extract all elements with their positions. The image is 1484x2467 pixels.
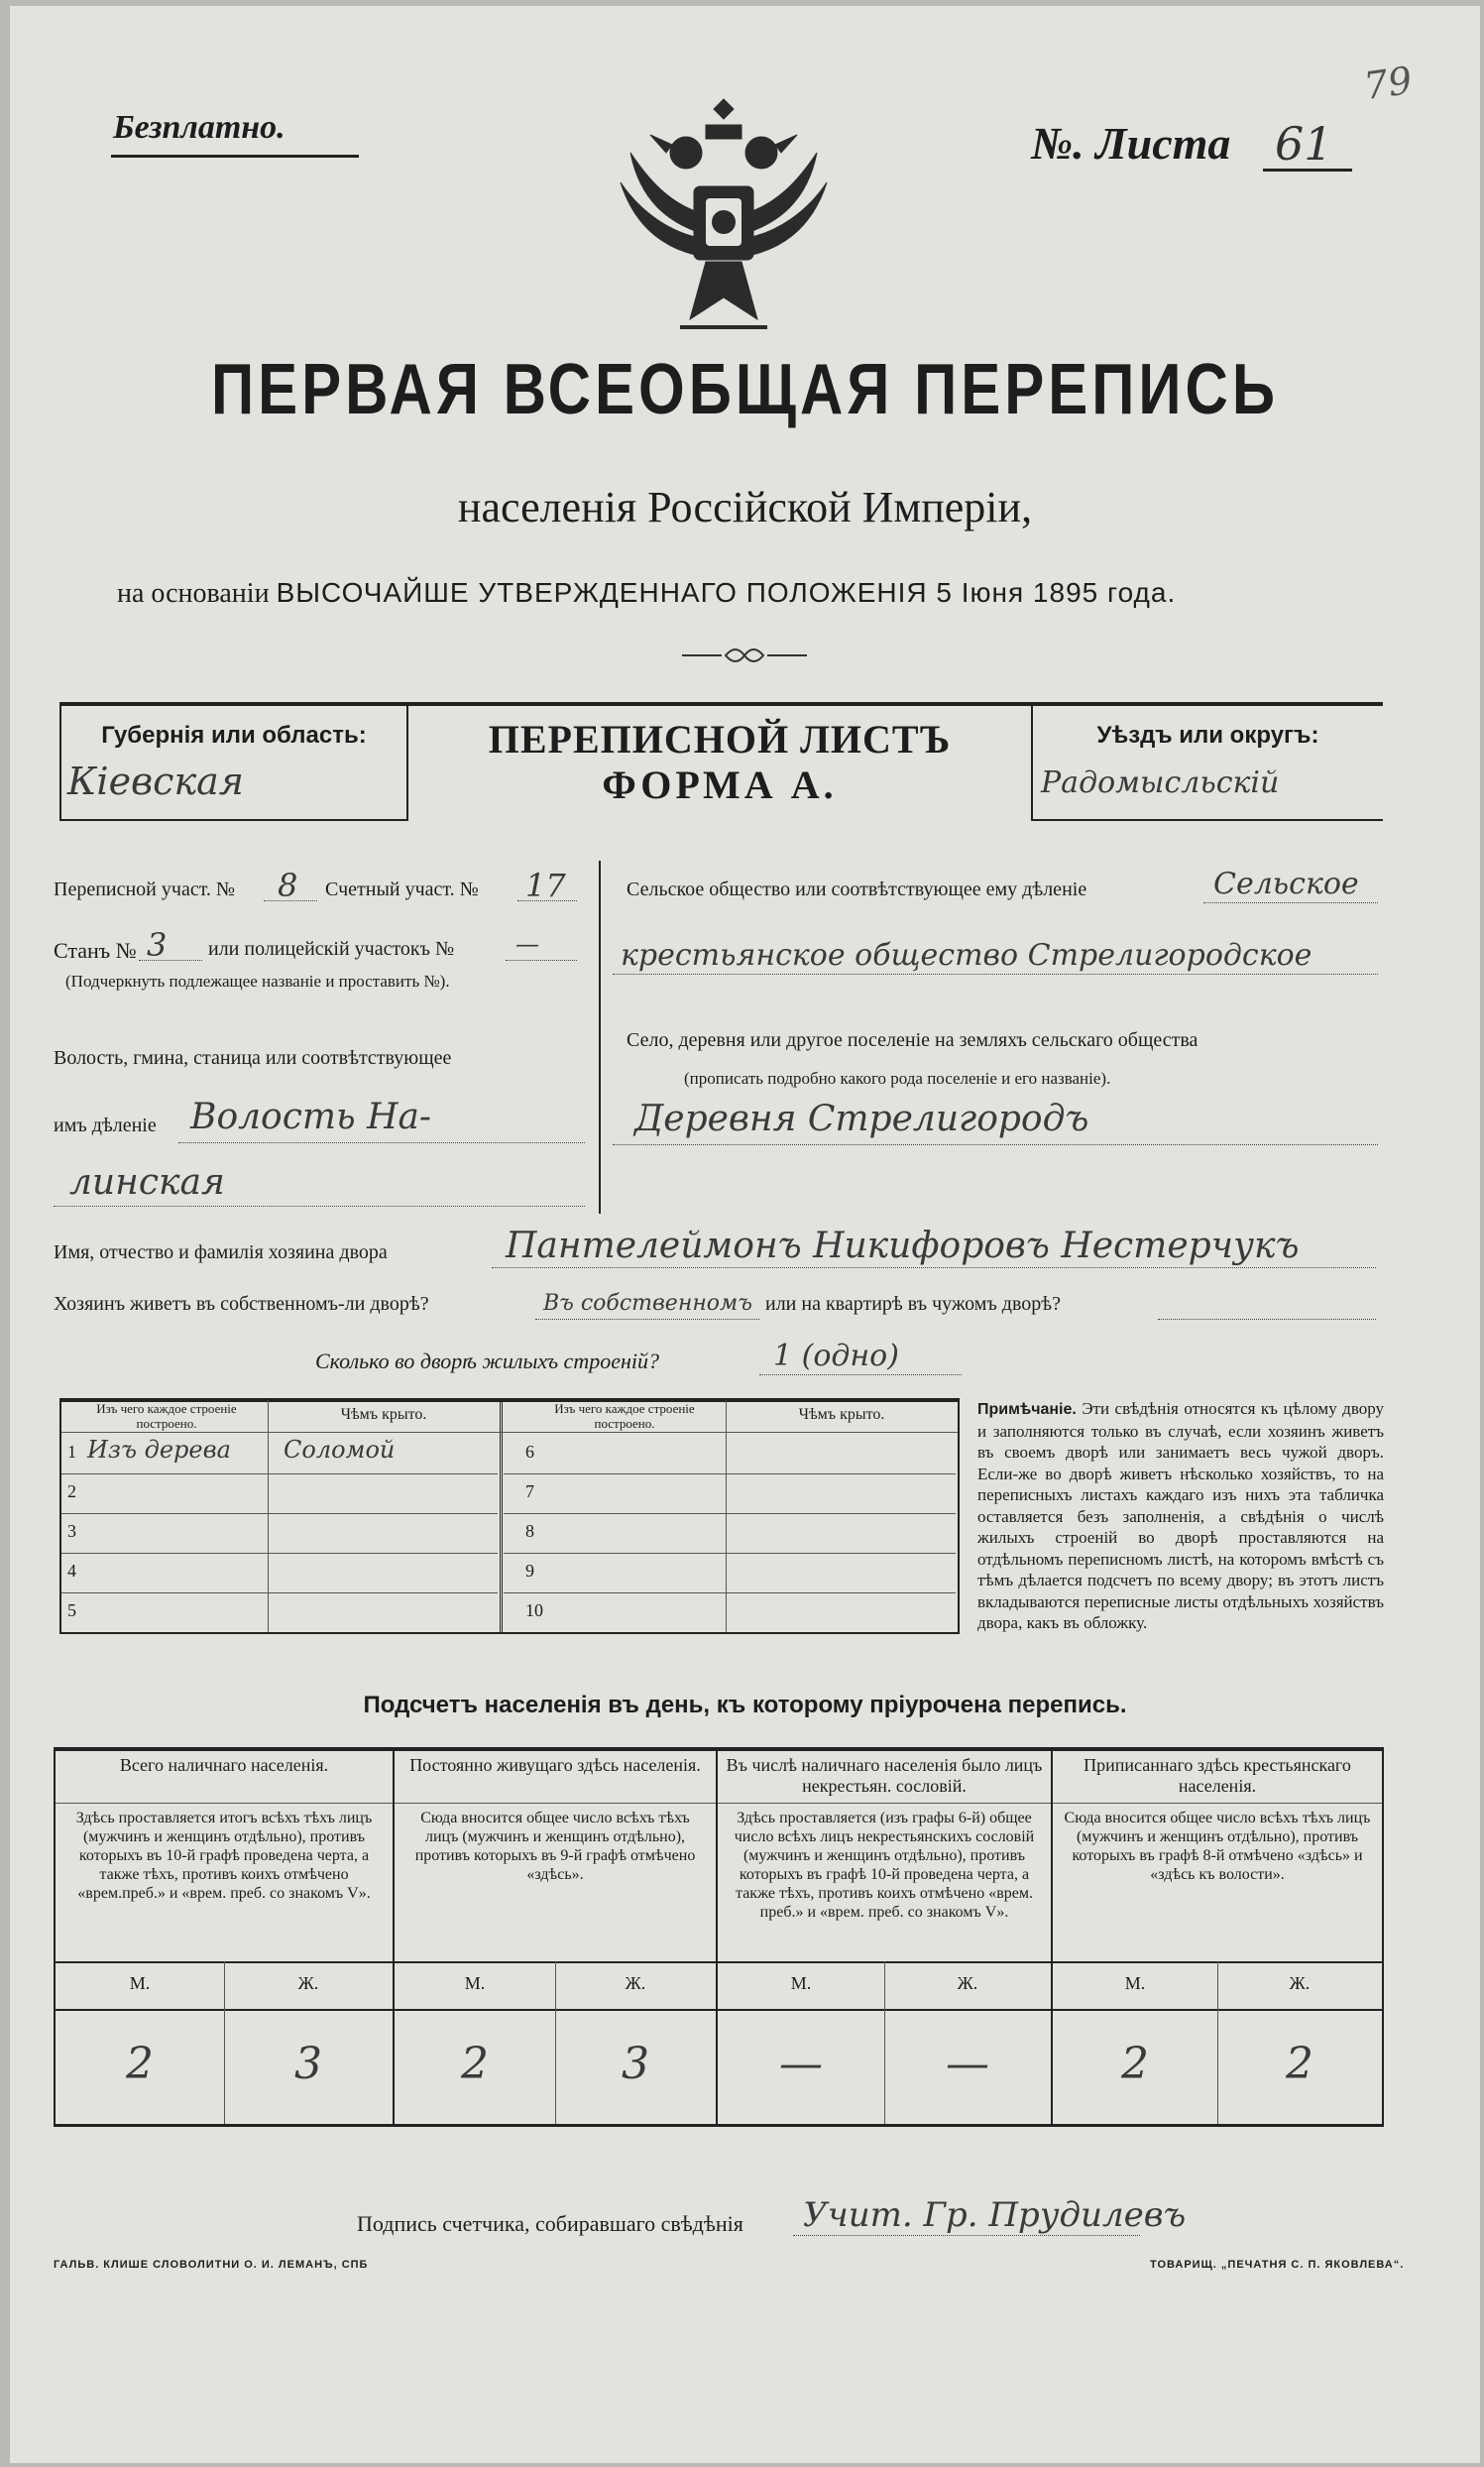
lives-label: Хозяинъ живетъ въ собственномъ-ли дворѣ? — [54, 1293, 429, 1315]
bt-col1 — [268, 1400, 269, 1632]
st-m-value: — — [779, 2039, 823, 2089]
bt-row-number: 10 — [525, 1600, 543, 1620]
signature-label: Подпись счетчика, собиравшаго свѣдѣнія — [357, 2211, 743, 2236]
society-line-1 — [1203, 902, 1378, 903]
st-f-value: 3 — [294, 2039, 322, 2089]
gubernia-value: Кіевская — [67, 760, 244, 803]
bt-col3 — [726, 1400, 727, 1632]
st-mf-rule — [56, 2009, 1382, 2011]
ornament-divider — [680, 641, 809, 670]
sheet-number-label: №. Листа — [1031, 118, 1231, 169]
village-label: Село, деревня или другое поселеніе на земляхъ сельскаго общества — [627, 1029, 1199, 1051]
village-note: (прописать подробно какого рода поселеніе и его названіе). — [684, 1069, 1111, 1088]
bt-row-rule — [504, 1473, 956, 1474]
st-m-label: М. — [1124, 1973, 1146, 1993]
sheet-number-underline — [1263, 169, 1352, 172]
print-left: ГАЛЬВ. КЛИШЕ СЛОВОЛИТНИ О. И. ЛЕМАНЪ, СПБ — [54, 2259, 369, 2271]
basis-line — [117, 577, 1176, 610]
bt-row-rule — [61, 1592, 498, 1593]
st-f-label: Ж. — [957, 1973, 978, 1993]
bt-row-number: 8 — [525, 1521, 534, 1541]
volost-label-2: имъ дѣленіе — [54, 1115, 157, 1136]
st-m-value: 2 — [1121, 2039, 1149, 2089]
st-col-header: Постоянно живущаго здѣсь населенія. — [409, 1755, 701, 1775]
owner-name-label: Имя, отчество и фамилія хозяина двора — [54, 1241, 388, 1263]
volost-value-2: линская — [69, 1162, 225, 1203]
count-value: 1 (одно) — [773, 1339, 899, 1373]
note-title: Примѣчаніе. — [977, 1401, 1077, 1418]
st-header-rule — [56, 1803, 1382, 1804]
volost-line-2 — [54, 1206, 585, 1207]
st-f-label: Ж. — [297, 1973, 319, 1993]
uezd-label: Уѣздъ или округъ: — [1096, 722, 1319, 749]
stan-line — [139, 960, 202, 961]
bt-row-number: 9 — [525, 1561, 534, 1581]
pencil-archive-number: 79 — [1361, 58, 1416, 109]
uchast-label: Переписной участ. № — [54, 879, 236, 900]
bt-row-number: 3 — [67, 1521, 76, 1541]
gubernia-label: Губернія или область: — [101, 722, 367, 749]
st-col-header: Всего наличнаго населенія. — [119, 1755, 329, 1775]
stan-label: Станъ № — [54, 938, 137, 963]
lives-alt-line — [1158, 1319, 1376, 1320]
bt-row-number: 4 — [67, 1561, 76, 1581]
st-f-value: 3 — [622, 2039, 649, 2089]
free-label: Безплатно. — [113, 109, 285, 146]
bt-row-number: 2 — [67, 1481, 76, 1501]
bt-row-material: Изъ дерева — [87, 1436, 231, 1464]
society-label: Сельское общество или соотвѣтствующее ему дѣленіе — [627, 879, 1087, 900]
village-line — [613, 1144, 1378, 1145]
uezd-value: Радомысльскій — [1041, 765, 1280, 800]
bt-row-number: 5 — [67, 1600, 76, 1620]
lives-value: Въ собственномъ — [543, 1291, 752, 1316]
imperial-eagle-emblem — [611, 93, 837, 341]
volost-label-1: Волость, гмина, станица или соотвѣтствующее — [54, 1047, 452, 1069]
st-col-header: Приписаннаго здѣсь крестьянскаго населенія. — [1084, 1755, 1351, 1796]
bt-row-number: 6 — [525, 1442, 534, 1462]
st-m-label: М. — [790, 1973, 812, 1993]
police-label: или полицейскій участокъ № — [208, 938, 455, 960]
st-col-desc: Сюда вносится общее число всѣхъ тѣхъ лицъ (мужчинъ и женщинъ отдѣльно), противъ которыхъ въ 9-й графѣ отмѣчено «здѣсь». — [414, 1810, 696, 1883]
st-bottom — [54, 2124, 1384, 2127]
buildings-note — [977, 1398, 1384, 1634]
underline-note: (Подчеркнуть подлежащее названіе и проставить №). — [65, 972, 450, 991]
band-top-rule — [59, 702, 1383, 706]
bt-header-material-left: Изъ чего каждое строеніе построено. — [96, 1401, 237, 1431]
free-underline — [111, 155, 359, 158]
bt-row-rule — [61, 1553, 498, 1554]
fields-divider — [599, 861, 601, 1214]
st-f-value: 2 — [1286, 2039, 1313, 2089]
print-right: ТОВАРИЩ. „ПЕЧАТНЯ С. П. ЯКОВЛЕВА“. — [1150, 2259, 1405, 2271]
lives-alt: или на квартирѣ въ чужомъ дворѣ? — [765, 1293, 1062, 1315]
basis-prefix: на основаніи — [117, 578, 270, 609]
bt-row-roof: Соломой — [284, 1436, 396, 1464]
st-col-header: Въ числѣ наличнаго населенія было лицъ некрестьян. сословій. — [726, 1755, 1043, 1796]
count-label: Сколько во дворѣ жилыхъ строеній? — [315, 1349, 659, 1373]
bt-right — [958, 1400, 960, 1634]
uchast-line — [264, 900, 317, 901]
owner-name-value: Пантелеймонъ Никифоровъ Нестерчукъ — [506, 1226, 1300, 1266]
st-right — [1382, 1749, 1384, 2126]
basis-text: ВЫСОЧАЙШЕ УТВЕРЖДЕННАГО ПОЛОЖЕНІЯ 5 Іюня 1895 года. — [276, 577, 1177, 608]
owner-name-line — [492, 1267, 1376, 1268]
police-value: — — [515, 930, 539, 958]
schetny-value: 17 — [525, 867, 566, 904]
village-value: Деревня Стрелигородъ — [634, 1099, 1089, 1139]
st-f-label: Ж. — [1289, 1973, 1311, 1993]
bt-row-rule — [61, 1473, 498, 1474]
volost-value-1: Волость На- — [190, 1097, 432, 1137]
st-col-desc: Здѣсь проставляется итогъ всѣхъ тѣхъ лицъ (мужчинъ и женщинъ отдѣльно), противъ которыхъ въ 10-й графѣ проведена черта, а также тѣхъ, противъ коихъ отмѣчено «врем.преб.» и «врем. преб. со знакомъ V». — [75, 1810, 373, 1902]
bt-left — [59, 1400, 61, 1634]
uchast-value: 8 — [278, 867, 298, 904]
form-letter: ФОРМА А. — [602, 763, 838, 807]
census-form-page — [10, 6, 1480, 2463]
lives-line — [535, 1319, 759, 1320]
bt-bottom — [59, 1632, 960, 1634]
sheet-number-value: 61 — [1275, 117, 1333, 171]
bt-header-rule — [61, 1432, 958, 1433]
st-top — [54, 1747, 1384, 1751]
bt-row-rule — [61, 1513, 498, 1514]
bt-header-roof-left: Чѣмъ крыто. — [340, 1406, 427, 1423]
st-col-desc: Здѣсь проставляется (изъ графы 6-й) общее число всѣхъ лицъ некрестьянскихъ сословій (мужчинъ и женщинъ отдѣльно), противъ которыхъ въ графѣ 10-й проведена черта, а также тѣхъ, противъ коихъ отмѣчено «врем. преб.» и «врем. преб. со знакомъ V». — [734, 1810, 1035, 1921]
signature-line — [793, 2235, 1140, 2236]
society-value-2: крестьянское общество Стрелигородское — [621, 938, 1313, 973]
band-left-bottom — [59, 819, 408, 821]
st-m-label: М. — [129, 1973, 151, 1993]
summary-title: Подсчетъ населенія въ день, къ которому пріурочена перепись. — [363, 1692, 1127, 1718]
stan-value: 3 — [147, 926, 168, 964]
st-m-value: 2 — [461, 2039, 489, 2089]
st-desc-rule — [56, 1961, 1382, 1963]
society-line-2 — [613, 974, 1378, 975]
bt-row-number: 1 — [67, 1442, 76, 1462]
note-text: Эти свѣдѣнія относятся къ цѣлому двору и заполняются только въ случаѣ, если хозяинъ живетъ въ своемъ дворѣ или занимаетъ весь чужой дворъ. Если-же во дворѣ живетъ нѣсколько хозяйствъ, то на переписныхъ листахъ каждаго изъ нихъ эта табличка оставляется безъ заполненія, а свѣдѣнія о числѣ жилыхъ строеній во дворѣ проставляются на отдѣльномъ переписномъ листѣ, на которомъ вмѣстѣ съ тѣмъ дѣлается подсчетъ по всему двору; въ этотъ листъ вкладываются переписные листы отдѣльныхъ хозяйствъ двора, какъ въ обложку. — [977, 1399, 1385, 1632]
bt-middle-double — [500, 1400, 503, 1632]
st-f-value: — — [946, 2039, 989, 2089]
census-subtitle: населенія Россійской Имперіи, — [457, 483, 1033, 531]
st-m-value: 2 — [126, 2039, 154, 2089]
census-title: ПЕРВАЯ ВСЕОБЩАЯ ПЕРЕПИСЬ — [211, 349, 1279, 429]
st-m-label: М. — [464, 1973, 486, 1993]
st-f-label: Ж. — [625, 1973, 646, 1993]
form-title: ПЕРЕПИСНОЙ ЛИСТЪ — [488, 717, 952, 762]
volost-line-1 — [178, 1142, 585, 1143]
signature-value: Учит. Гр. Прудилевъ — [803, 2195, 1187, 2235]
society-value-1: Сельское — [1213, 867, 1359, 901]
schetny-line — [517, 900, 577, 901]
bt-header-roof-right: Чѣмъ крыто. — [798, 1406, 885, 1423]
schetny-label: Счетный участ. № — [325, 879, 479, 900]
count-line — [759, 1374, 962, 1375]
bt-row-rule — [504, 1513, 956, 1514]
st-col-desc: Сюда вносится общее число всѣхъ тѣхъ лицъ (мужчинъ и женщинъ отдѣльно), противъ которыхъ въ графѣ 8-й отмѣчено «здѣсь» и «здѣсь къ волости». — [1064, 1810, 1371, 1883]
bt-header-material-right: Изъ чего каждое строеніе построено. — [554, 1401, 695, 1431]
band-right-bottom — [1031, 819, 1383, 821]
police-line — [506, 960, 577, 961]
bt-row-rule — [504, 1592, 956, 1593]
bt-row-number: 7 — [525, 1481, 534, 1501]
bt-row-rule — [504, 1553, 956, 1554]
